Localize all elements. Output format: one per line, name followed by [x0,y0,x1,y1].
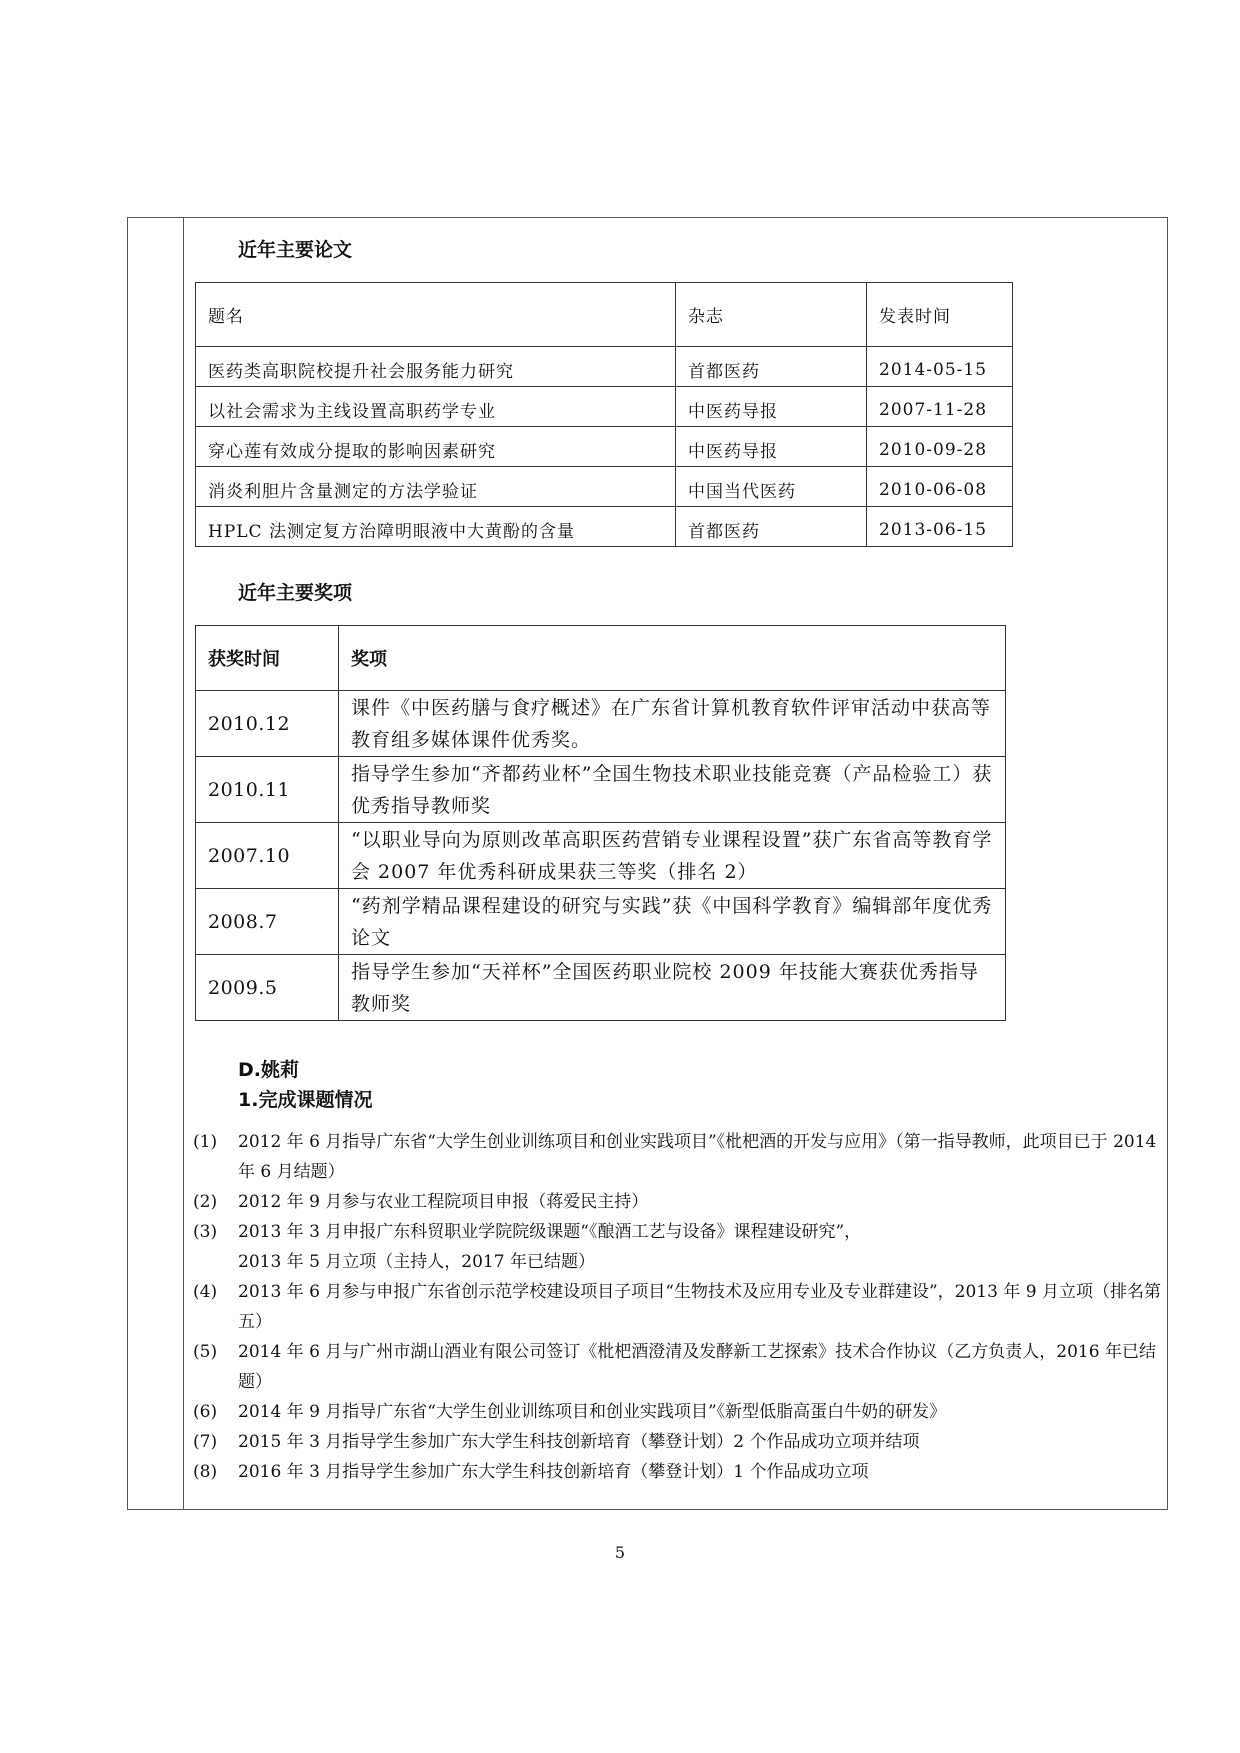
item-number: (5) [193,1342,218,1362]
item-text-continued: 2013 年 5 月立项（主持人，2017 年已结题） [238,1252,595,1272]
award-text: “以职业导向为原则改革高职医药营销专业课程设置”获广东省高等教育学会 2007 年优秀科研成果获三等奖（排名 2） [339,823,1006,889]
awards-header-row [196,626,1006,691]
table-row [196,955,1006,1021]
table-row [196,387,1013,427]
awards-heading: 近年主要奖项 [238,582,353,604]
list-item [190,1427,1170,1457]
paper-date: 2010-06-08 [867,467,1013,507]
papers-header-row [196,283,1013,347]
list-item [190,1277,1170,1337]
awards-table [195,625,1006,1021]
list-item [190,1337,1170,1397]
item-number: (1) [193,1132,218,1152]
paper-date: 2010-09-28 [867,427,1013,467]
item-number: (7) [193,1432,218,1452]
col-award-header: 奖项 [339,626,1006,691]
col-date-header: 发表时间 [867,283,1013,347]
list-item [190,1217,1170,1277]
item-number: (6) [193,1402,218,1422]
papers-table [195,282,1013,547]
award-time: 2010.12 [196,691,339,757]
paper-journal: 中医药导报 [676,387,867,427]
item-text: 2012 年 9 月参与农业工程院项目申报（蒋爱民主持） [238,1192,649,1212]
col-journal-header: 杂志 [676,283,867,347]
award-time: 2007.10 [196,823,339,889]
item-text: 2014 年 6 月与广州市湖山酒业有限公司签订《枇杷酒澄清及发酵新工艺探索》技术合作协议（乙方负责人，2016 年已结题） [238,1342,1156,1392]
item-number: (4) [193,1282,218,1302]
paper-date: 2014-05-15 [867,347,1013,387]
table-row [196,427,1013,467]
paper-date: 2013-06-15 [867,507,1013,547]
table-row [196,889,1006,955]
papers-heading: 近年主要论文 [238,239,353,261]
list-item [190,1457,1170,1487]
award-time: 2009.5 [196,955,339,1021]
paper-title: 消炎利胆片含量测定的方法学验证 [196,467,676,507]
list-item [190,1397,1170,1427]
award-text: “药剂学精品课程建设的研究与实践”获《中国科学教育》编辑部年度优秀论文 [339,889,1006,955]
table-row [196,823,1006,889]
item-text: 2015 年 3 月指导学生参加广东大学生科技创新培育（攀登计划）2 个作品成功立项并结项 [238,1432,920,1452]
item-number: (2) [193,1192,218,1212]
paper-date: 2007-11-28 [867,387,1013,427]
col-title-header: 题名 [196,283,676,347]
item-text: 2013 年 3 月申报广东科贸职业学院院级课题“《酿酒工艺与设备》课程建设研究”， [238,1222,862,1242]
column-divider [183,218,184,1509]
table-row [196,691,1006,757]
paper-title: 穿心莲有效成分提取的影响因素研究 [196,427,676,467]
table-row [196,507,1013,547]
projects-section-heading: 1.完成课题情况 [238,1089,373,1111]
award-time: 2010.11 [196,757,339,823]
table-row [196,467,1013,507]
item-text: 2012 年 6 月指导广东省“大学生创业训练项目和创业实践项目”《枇杷酒的开发与应用》（第一指导教师，此项目已于 2014 年 6 月结题） [238,1132,1157,1182]
paper-journal: 首都医药 [676,507,867,547]
item-text: 2013 年 6 月参与申报广东省创示范学校建设项目子项目“生物技术及应用专业及专业群建设”，2013 年 9 月立项（排名第五） [238,1282,1161,1332]
award-time: 2008.7 [196,889,339,955]
table-row [196,757,1006,823]
item-number: (8) [193,1462,218,1482]
paper-title: HPLC 法测定复方治障明眼液中大黄酚的含量 [196,507,676,547]
page-number: 5 [614,1543,626,1562]
paper-journal: 中医药导报 [676,427,867,467]
paper-journal: 中国当代医药 [676,467,867,507]
paper-title: 医药类高职院校提升社会服务能力研究 [196,347,676,387]
award-text: 指导学生参加“天祥杯”全国医药职业院校 2009 年技能大赛获优秀指导教师奖 [339,955,1006,1021]
col-time-header: 获奖时间 [196,626,339,691]
paper-journal: 首都医药 [676,347,867,387]
item-number: (3) [193,1222,218,1242]
award-text: 指导学生参加“齐都药业杯”全国生物技术职业技能竞赛（产品检验工）获优秀指导教师奖 [339,757,1006,823]
list-item [190,1127,1170,1187]
award-text: 课件《中医药膳与食疗概述》在广东省计算机教育软件评审活动中获高等教育组多媒体课件优秀奖。 [339,691,1006,757]
table-row [196,347,1013,387]
list-item [190,1187,1170,1217]
person-name-heading: D.姚莉 [238,1059,299,1081]
item-text: 2016 年 3 月指导学生参加广东大学生科技创新培育（攀登计划）1 个作品成功立项 [238,1462,869,1482]
item-text: 2014 年 9 月指导广东省“大学生创业训练项目和创业实践项目”《新型低脂高蛋白牛奶的研发》 [238,1402,947,1422]
projects-list [190,1127,1170,1487]
paper-title: 以社会需求为主线设置高职药学专业 [196,387,676,427]
